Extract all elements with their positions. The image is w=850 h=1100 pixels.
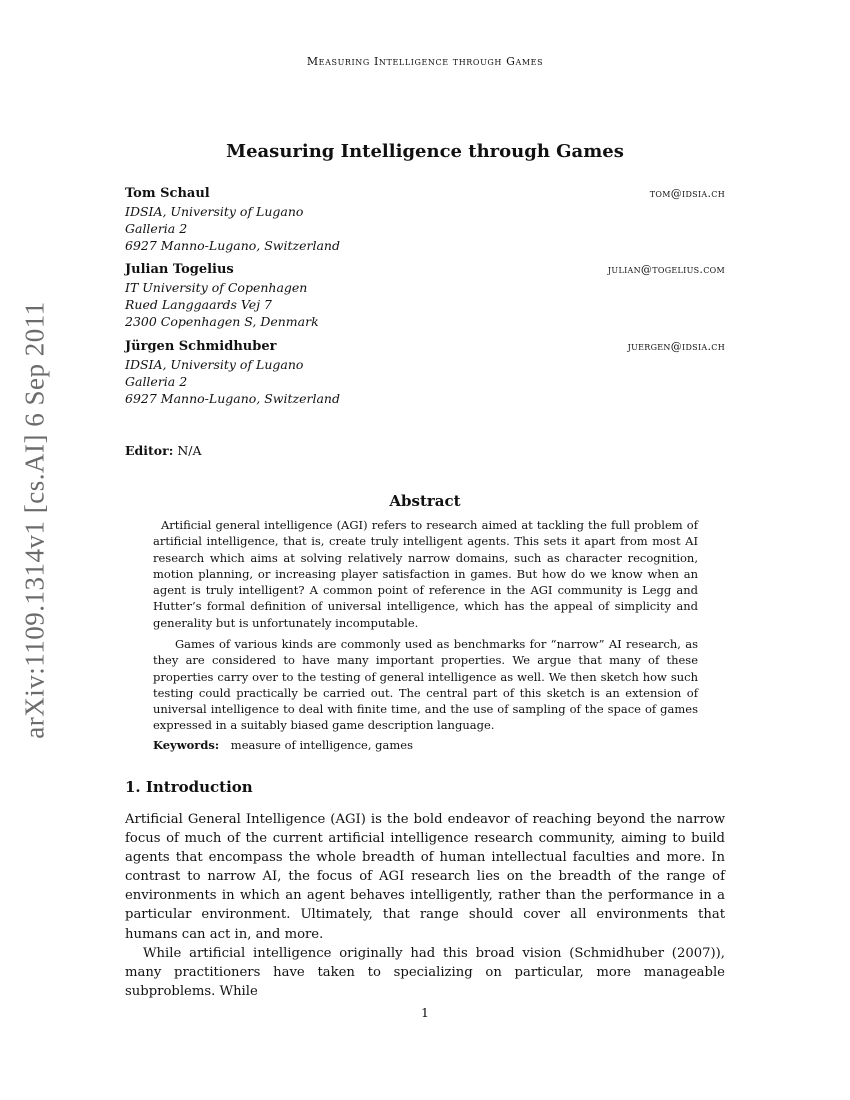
author-name: Jürgen Schmidhuber xyxy=(125,339,277,354)
author-block xyxy=(125,185,725,254)
abstract-heading: Abstract xyxy=(389,492,461,510)
editor-line xyxy=(125,443,202,458)
author-email[interactable]: juergen@idsia.ch xyxy=(627,340,725,353)
author-name: Tom Schaul xyxy=(125,186,210,201)
arxiv-stamp: arXiv:1109.1314v1 [cs.AI] 6 Sep 2011 xyxy=(19,301,50,739)
affiliation-line: Galleria 2 xyxy=(125,374,188,389)
author-block xyxy=(125,338,725,407)
paper-title: Measuring Intelligence through Games xyxy=(226,141,624,162)
body-paragraph: While artificial intelligence originally had this broad vision (Schmidhuber (2007)), many practitioners have taken to specializing on particular, more manageable subproblems. While xyxy=(125,946,725,1000)
abstract-paragraph: Artificial general intelligence (AGI) refers to research aimed at tackling the full problem of artificial intelligence, that is, create truly intelligent agents. This sets it apart from most AI research which aims at solving relatively narrow domains, such as character recognition, motion planning, or increasing player satisfaction in games. But how do we know when an agent is truly intelligent? A common point of reference in the AGI community is Legg and Hutter’s formal definition of universal intelligence, which has the appeal of simplicity and generality but is unfortunately incomputable. xyxy=(153,518,698,630)
affiliation-line: 6927 Manno-Lugano, Switzerland xyxy=(125,391,340,406)
affiliation-line: IDSIA, University of Lugano xyxy=(125,204,304,219)
body-paragraph: Artificial General Intelligence (AGI) is the bold endeavor of reaching beyond the narrow focus of much of the current artificial intelligence research community, aiming to build agents that encompass the whole breadth of human intellectual faculties and more. In contrast to narrow AI, the focus of AGI research lies on the breadth of the range of environments in which an agent behaves intelligently, rather than the performance in a particular environment. Ultimately, that range should cover all environments that humans can act in, and more. xyxy=(125,812,725,942)
affiliation-line: 2300 Copenhagen S, Denmark xyxy=(125,314,319,329)
author-name: Julian Togelius xyxy=(125,262,234,277)
author-email[interactable]: tom@idsia.ch xyxy=(649,187,725,200)
affiliation-line: Rued Langgaards Vej 7 xyxy=(125,297,272,312)
running-title: Measuring Intelligence through Games xyxy=(306,55,544,68)
section-heading: 1. Introduction xyxy=(125,778,253,796)
affiliation-line: 6927 Manno-Lugano, Switzerland xyxy=(125,238,340,253)
page-number: 1 xyxy=(421,1005,429,1020)
affiliation-line: Galleria 2 xyxy=(125,221,188,236)
abstract-paragraph: Games of various kinds are commonly used as benchmarks for “narrow” AI research, as they are considered to have many important properties. We argue that many of these properties carry over to the testing of general intelligence as well. We then sketch how such testing could practically be carried out. The central part of this sketch is an extension of universal intelligence to deal with finite time, and the use of sampling of the space of games expressed in a suitably biased game description language. xyxy=(153,637,698,733)
keywords-value: measure of intelligence, games xyxy=(230,738,413,752)
author-email[interactable]: julian@togelius.com xyxy=(607,263,725,276)
keywords-line xyxy=(153,738,413,752)
author-block xyxy=(125,261,725,330)
affiliation-line: IDSIA, University of Lugano xyxy=(125,357,304,372)
affiliation-line: IT University of Copenhagen xyxy=(125,280,308,295)
editor-label: Editor: xyxy=(125,443,174,458)
editor-value: N/A xyxy=(177,443,202,458)
keywords-label: Keywords: xyxy=(153,738,220,752)
